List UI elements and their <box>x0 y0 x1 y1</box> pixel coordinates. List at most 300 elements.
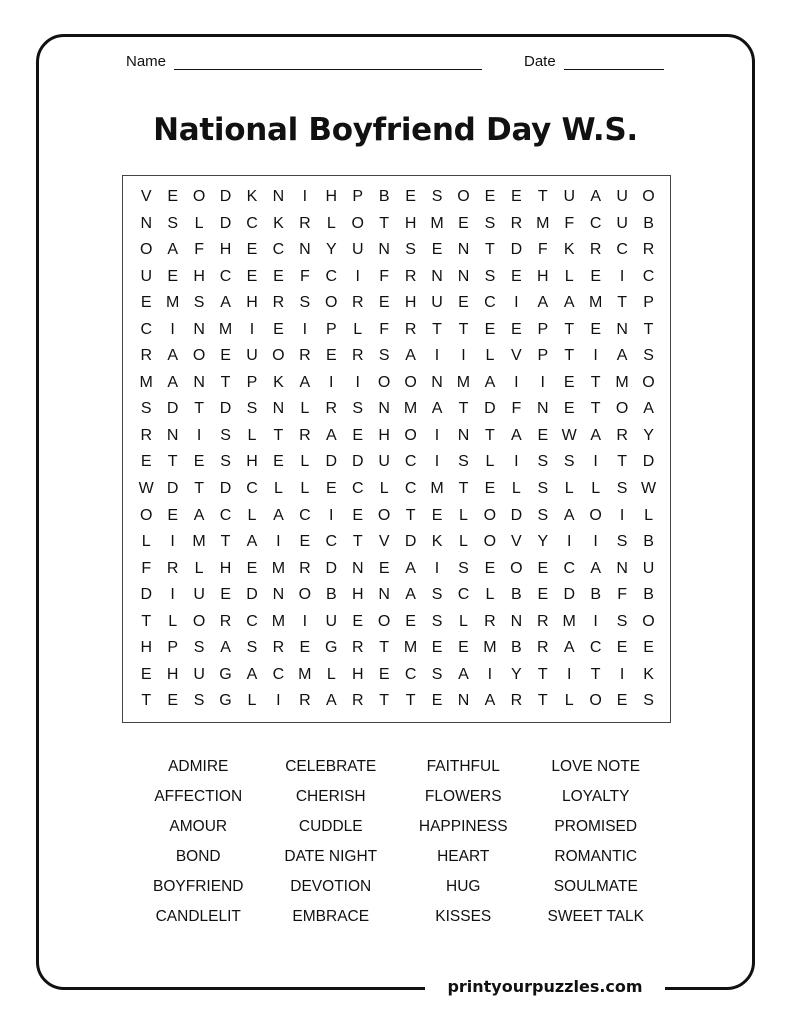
grid-letter: I <box>540 373 545 391</box>
grid-letter: M <box>403 400 418 418</box>
grid-letter: E <box>431 506 443 524</box>
grid-letter: A <box>299 373 311 391</box>
name-line[interactable] <box>174 55 482 70</box>
grid-letter: A <box>590 559 601 577</box>
word-list-item: BOYFRIEND <box>153 878 244 895</box>
grid-letter: T <box>141 692 152 710</box>
grid-letter: B <box>643 214 654 232</box>
grid-letter: O <box>192 347 206 365</box>
grid-letter: C <box>616 241 628 259</box>
grid-letter: C <box>484 294 496 312</box>
grid-letter: D <box>219 214 232 232</box>
grid-letter: I <box>355 267 360 285</box>
grid-letter: S <box>167 214 178 232</box>
grid-letter: B <box>378 188 390 205</box>
grid-letter: H <box>351 586 364 604</box>
grid-letter: I <box>302 188 308 205</box>
grid-letter: V <box>511 347 522 365</box>
grid-letter: H <box>537 267 549 285</box>
grid-letter: C <box>589 214 602 232</box>
grid-letter: U <box>431 294 443 312</box>
grid-letter: L <box>353 320 363 338</box>
grid-letter: M <box>271 559 286 577</box>
grid-letter: N <box>378 400 390 418</box>
grid-letter: L <box>247 426 257 444</box>
grid-letter: S <box>643 692 654 710</box>
grid-letter: S <box>563 453 575 471</box>
word-list-item: CHERISH <box>295 788 366 805</box>
grid-letter: E <box>511 188 522 205</box>
grid-letter: I <box>593 533 598 551</box>
grid-letter: F <box>617 586 627 604</box>
grid-letter: O <box>642 612 655 630</box>
grid-letter: Y <box>643 426 654 444</box>
grid-letter: E <box>563 400 575 418</box>
grid-letter: R <box>166 559 179 577</box>
grid-letter: R <box>537 612 549 630</box>
grid-letter: L <box>247 692 257 710</box>
grid-letter: T <box>564 347 575 365</box>
grid-letter: N <box>193 373 205 391</box>
grid-letter: N <box>140 214 152 232</box>
grid-letter: E <box>193 453 205 471</box>
word-list-item: FAITHFUL <box>426 758 500 775</box>
word-list-item: CANDLELIT <box>155 908 241 925</box>
grid-letter: C <box>642 267 655 285</box>
grid-letter: A <box>563 639 575 657</box>
grid-letter: V <box>378 533 390 551</box>
grid-letter: Y <box>537 533 549 551</box>
grid-letter: M <box>192 533 206 551</box>
grid-letter: R <box>616 426 628 444</box>
grid-letter: L <box>591 480 601 498</box>
word-list-item: BOND <box>175 848 221 865</box>
grid-letter: O <box>457 188 470 205</box>
grid-letter: P <box>167 639 178 657</box>
grid-letter: C <box>246 612 258 630</box>
grid-letter: N <box>378 586 390 604</box>
grid-letter: S <box>431 665 443 683</box>
grid-letter: D <box>563 586 575 604</box>
grid-letter: E <box>167 506 178 524</box>
grid-letter: P <box>352 188 364 205</box>
grid-letter: U <box>140 267 152 285</box>
grid-letter: I <box>514 294 519 312</box>
grid-letter: O <box>510 559 523 577</box>
grid-letter: S <box>431 612 443 630</box>
grid-letter: A <box>563 506 575 524</box>
grid-letter: O <box>298 586 312 604</box>
grid-letter: E <box>325 347 337 365</box>
grid-letter: R <box>642 241 655 259</box>
word-list-item: KISSES <box>435 908 492 925</box>
grid-letter: O <box>192 612 206 630</box>
grid-letter: G <box>325 639 338 657</box>
grid-letter: O <box>589 506 602 524</box>
grid-letter: I <box>566 665 572 683</box>
grid-letter: L <box>194 559 204 577</box>
grid-letter: S <box>299 294 311 312</box>
grid-letter: T <box>485 241 495 259</box>
grid-letter: B <box>590 586 601 604</box>
grid-letter: R <box>510 214 523 232</box>
grid-letter: C <box>589 639 602 657</box>
grid-letter: I <box>593 453 598 471</box>
grid-letter: D <box>219 188 232 205</box>
grid-letter: N <box>193 320 205 338</box>
grid-letter: K <box>273 214 284 232</box>
grid-letter: H <box>378 426 390 444</box>
word-list-item: AFFECTION <box>154 788 243 805</box>
grid-letter: M <box>430 214 444 232</box>
grid-letter: B <box>511 586 522 604</box>
grid-letter: M <box>588 294 603 312</box>
word-list-item: PROMISED <box>554 818 638 835</box>
grid-letter: T <box>220 533 231 551</box>
grid-letter: S <box>193 294 205 312</box>
grid-letter: H <box>140 639 152 657</box>
grid-letter: D <box>246 586 258 604</box>
grid-letter: A <box>167 347 178 365</box>
grid-letter: K <box>431 533 443 551</box>
grid-letter: E <box>431 692 443 710</box>
grid-letter: A <box>246 533 258 551</box>
grid-letter: L <box>485 453 495 471</box>
grid-letter: A <box>220 294 231 312</box>
grid-letter: H <box>325 188 338 205</box>
grid-letter: W <box>138 480 154 498</box>
grid-letter: E <box>140 294 152 312</box>
grid-letter: L <box>141 533 151 551</box>
grid-letter: E <box>246 267 258 285</box>
grid-letter: S <box>484 267 496 285</box>
grid-letter: N <box>616 559 628 577</box>
grid-letter: P <box>537 320 549 338</box>
grid-letter: R <box>351 692 364 710</box>
grid-letter: S <box>378 347 390 365</box>
grid-letter: A <box>325 692 337 710</box>
grid-letter: I <box>170 533 175 551</box>
grid-letter: D <box>404 533 417 551</box>
grid-letter: T <box>405 692 416 710</box>
grid-letter: T <box>273 426 284 444</box>
grid-letter: R <box>537 639 549 657</box>
grid-letter: I <box>514 453 519 471</box>
grid-letter: S <box>140 400 152 418</box>
word-list-item: SOULMATE <box>553 878 638 895</box>
grid-letter: U <box>193 586 205 604</box>
grid-letter: B <box>511 639 522 657</box>
grid-letter: A <box>511 426 522 444</box>
grid-letter: M <box>298 665 312 683</box>
grid-letter: G <box>219 665 232 683</box>
grid-letter: O <box>404 426 417 444</box>
grid-letter: O <box>483 506 497 524</box>
grid-letter: I <box>619 506 625 524</box>
grid-letter: O <box>642 188 655 205</box>
grid-letter: E <box>616 692 628 710</box>
grid-letter: U <box>563 188 575 205</box>
grid-letter: T <box>458 480 469 498</box>
grid-letter: I <box>434 347 440 365</box>
grid-letter: E <box>273 267 284 285</box>
grid-letter: E <box>458 639 469 657</box>
grid-letter: E <box>537 426 549 444</box>
grid-letter: A <box>273 506 284 524</box>
word-list-item: LOVE NOTE <box>551 758 641 775</box>
grid-letter: E <box>405 188 416 205</box>
grid-letter: S <box>537 480 549 498</box>
grid-letter: E <box>325 480 337 498</box>
word-list-item: HUG <box>446 878 481 895</box>
grid-letter: M <box>165 294 180 312</box>
grid-letter: E <box>140 665 152 683</box>
grid-letter: T <box>352 533 363 551</box>
grid-letter: T <box>379 692 390 710</box>
grid-letter: R <box>510 692 523 710</box>
word-list-item: LOYALTY <box>562 788 630 805</box>
grid-letter: C <box>404 453 417 471</box>
grid-letter: O <box>377 373 391 391</box>
grid-letter: D <box>510 506 523 524</box>
grid-letter: A <box>167 373 178 391</box>
grid-letter: N <box>431 373 443 391</box>
grid-letter: C <box>140 320 152 338</box>
date-label: Date <box>524 53 556 70</box>
grid-letter: A <box>590 426 601 444</box>
grid-letter: I <box>329 506 334 524</box>
grid-letter: I <box>170 320 175 338</box>
grid-letter: S <box>537 506 549 524</box>
grid-letter: M <box>456 373 471 391</box>
grid-letter: N <box>351 559 364 577</box>
grid-letter: E <box>273 453 284 471</box>
grid-letter: E <box>378 559 390 577</box>
grid-letter: T <box>220 373 231 391</box>
grid-letter: S <box>431 586 443 604</box>
grid-letter: D <box>510 241 523 259</box>
grid-letter: L <box>564 692 574 710</box>
grid-letter: E <box>484 480 496 498</box>
grid-letter: L <box>326 214 336 232</box>
grid-letter: U <box>616 188 628 205</box>
grid-letter: R <box>299 214 311 232</box>
grid-letter: E <box>352 506 364 524</box>
grid-letter: T <box>194 400 204 418</box>
grid-letter: C <box>219 267 232 285</box>
letter-grid <box>133 184 662 715</box>
grid-letter: E <box>167 188 178 205</box>
grid-letter: A <box>537 294 549 312</box>
grid-letter: O <box>192 188 206 205</box>
grid-letter: R <box>404 320 417 338</box>
grid-letter: O <box>589 692 602 710</box>
grid-letter: F <box>564 214 575 232</box>
grid-letter: I <box>276 692 281 710</box>
name-label: Name <box>126 53 167 70</box>
grid-letter: E <box>431 241 443 259</box>
grid-letter: C <box>325 267 338 285</box>
grid-letter: S <box>616 533 628 551</box>
grid-letter: I <box>514 373 519 391</box>
grid-letter: S <box>643 347 654 365</box>
grid-letter: I <box>302 320 308 338</box>
grid-letter: D <box>325 453 338 471</box>
date-field[interactable] <box>524 53 664 70</box>
word-list-item: HAPPINESS <box>418 818 508 835</box>
grid-letter: A <box>405 586 416 604</box>
grid-letter: E <box>458 294 469 312</box>
grid-letter: A <box>405 347 416 365</box>
grid-letter: E <box>246 559 258 577</box>
grid-letter: L <box>459 612 468 630</box>
grid-letter: S <box>431 188 443 205</box>
grid-letter: B <box>325 586 337 604</box>
grid-letter: T <box>432 320 442 338</box>
grid-letter: S <box>220 453 231 471</box>
grid-letter: E <box>299 533 311 551</box>
grid-letter: L <box>300 480 310 498</box>
grid-letter: E <box>431 639 443 657</box>
grid-letter: E <box>563 373 575 391</box>
grid-letter: E <box>537 586 549 604</box>
grid-letter: E <box>220 586 231 604</box>
word-list-item: ADMIRE <box>168 758 229 775</box>
grid-letter: D <box>140 586 152 604</box>
grid-letter: S <box>405 241 416 259</box>
grid-letter: E <box>246 241 258 259</box>
grid-letter: N <box>537 400 549 418</box>
grid-letter: L <box>273 480 283 498</box>
word-list-item: CUDDLE <box>298 818 363 835</box>
grid-letter: C <box>272 665 285 683</box>
grid-letter: N <box>457 426 470 444</box>
grid-letter: Y <box>325 241 337 259</box>
word-list-item: CELEBRATE <box>285 758 377 775</box>
grid-letter: F <box>141 559 152 577</box>
grid-letter: L <box>564 267 574 285</box>
grid-letter: T <box>590 400 601 418</box>
grid-letter: T <box>458 320 469 338</box>
grid-letter: M <box>139 373 153 391</box>
grid-letter: E <box>167 692 178 710</box>
grid-letter: E <box>167 267 178 285</box>
grid-letter: O <box>351 214 364 232</box>
grid-letter: D <box>484 400 496 418</box>
grid-letter: B <box>643 533 654 551</box>
grid-letter: A <box>167 241 178 259</box>
grid-letter: T <box>617 453 627 471</box>
grid-letter: E <box>616 639 628 657</box>
grid-letter: M <box>615 373 629 391</box>
grid-letter: A <box>193 506 205 524</box>
grid-letter: O <box>139 506 153 524</box>
grid-letter: O <box>272 347 285 365</box>
date-line[interactable] <box>564 55 664 70</box>
grid-letter: D <box>351 453 364 471</box>
grid-letter: L <box>300 400 310 418</box>
grid-letter: L <box>485 347 495 365</box>
grid-letter: I <box>619 267 625 285</box>
grid-letter: E <box>458 214 469 232</box>
grid-letter: O <box>325 294 338 312</box>
grid-letter: V <box>511 533 522 551</box>
grid-letter: E <box>352 612 364 630</box>
grid-letter: A <box>325 426 337 444</box>
grid-letter: B <box>643 586 654 604</box>
grid-letter: E <box>378 665 390 683</box>
grid-letter: C <box>563 559 575 577</box>
grid-letter: S <box>616 612 628 630</box>
grid-letter: D <box>166 480 179 498</box>
grid-letter: U <box>642 559 655 577</box>
grid-letter: C <box>272 241 285 259</box>
grid-letter: S <box>246 639 258 657</box>
grid-letter: K <box>563 241 575 259</box>
grid-letter: S <box>246 400 258 418</box>
grid-letter: S <box>458 559 469 577</box>
word-list-item: AMOUR <box>169 818 228 835</box>
word-list-item: EMBRACE <box>292 908 370 925</box>
grid-letter: A <box>616 347 628 365</box>
grid-letter: A <box>484 692 496 710</box>
grid-letter: E <box>484 559 496 577</box>
grid-letter: M <box>536 214 550 232</box>
grid-letter: I <box>196 426 202 444</box>
grid-letter: R <box>140 426 152 444</box>
grid-letter: T <box>379 214 390 232</box>
grid-letter: M <box>218 320 233 338</box>
grid-letter: R <box>272 294 285 312</box>
grid-letter: R <box>351 347 364 365</box>
grid-letter: N <box>616 320 628 338</box>
grid-letter: H <box>351 665 364 683</box>
grid-letter: R <box>351 294 364 312</box>
grid-letter: R <box>272 639 285 657</box>
grid-letter: U <box>378 453 390 471</box>
grid-letter: H <box>246 294 258 312</box>
grid-letter: T <box>590 665 601 683</box>
grid-letter: E <box>537 559 549 577</box>
grid-letter: I <box>302 612 308 630</box>
grid-letter: V <box>140 188 152 205</box>
grid-letter: E <box>643 639 654 657</box>
grid-letter: I <box>619 665 625 683</box>
grid-letter: L <box>459 506 468 524</box>
name-field[interactable] <box>126 53 482 70</box>
grid-letter: E <box>220 347 231 365</box>
grid-letter: H <box>246 453 258 471</box>
grid-letter: T <box>590 373 601 391</box>
grid-letter: E <box>405 612 416 630</box>
grid-letter: N <box>299 241 311 259</box>
grid-letter: M <box>483 639 497 657</box>
grid-letter: I <box>276 533 281 551</box>
grid-letter: H <box>166 665 179 683</box>
grid-letter: S <box>220 426 231 444</box>
grid-letter: L <box>194 214 204 232</box>
grid-letter: R <box>219 612 232 630</box>
grid-letter: O <box>404 373 417 391</box>
grid-letter: E <box>590 320 601 338</box>
grid-letter: C <box>219 506 232 524</box>
grid-letter: C <box>325 533 338 551</box>
grid-letter: P <box>643 294 654 312</box>
grid-letter: K <box>273 373 284 391</box>
grid-letter: L <box>564 480 574 498</box>
word-list-item: DATE NIGHT <box>284 848 378 865</box>
grid-letter: G <box>219 692 232 710</box>
